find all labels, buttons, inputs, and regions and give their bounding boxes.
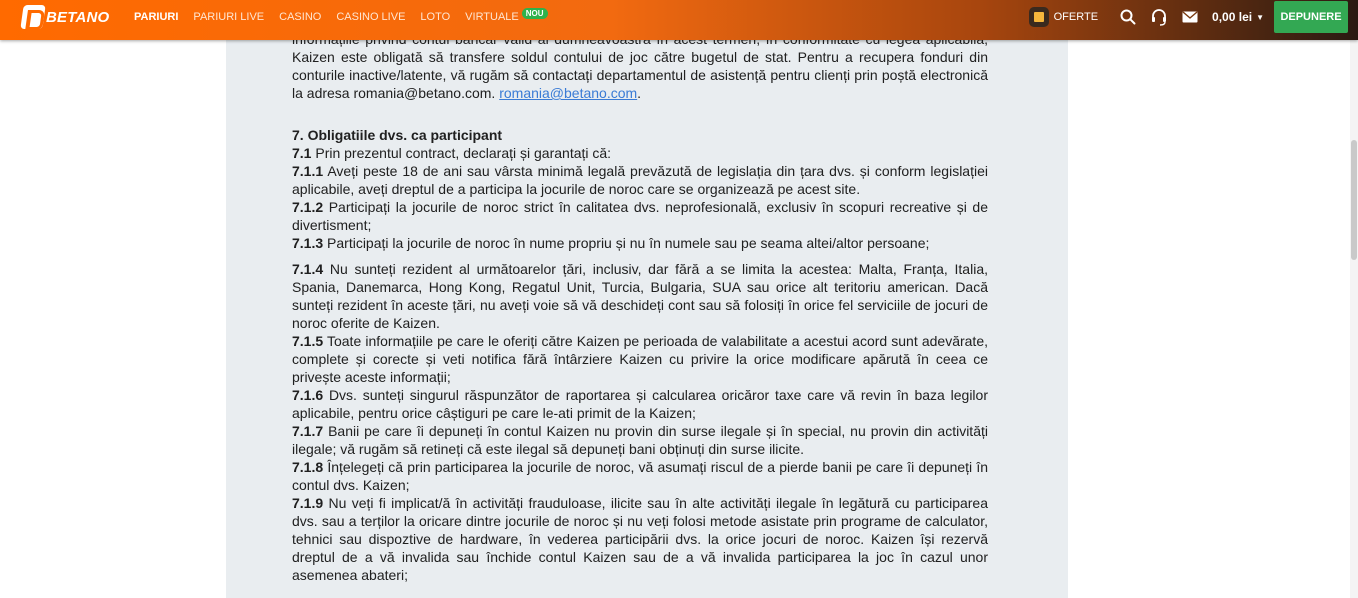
clause-7-1-9 xyxy=(292,494,988,584)
clause-7-1-2 xyxy=(292,198,988,234)
intro-paragraph: Kaizen este obligată să transfere soldul contului de joc către bugetul de stat. Pentru a recupera fonduri din conturile inactive/latente, vă rugăm să contactați departamentul de asistență pentru clienți prin poștă electronică la adresa romania@betano.com. romania@betano.com. xyxy=(292,30,988,102)
top-header xyxy=(0,0,1358,40)
logo-text: BETANO xyxy=(46,8,110,26)
deposit-button[interactable]: DEPUNERE xyxy=(1274,1,1348,33)
clause-number: 7.1.4 xyxy=(292,261,324,277)
mail-icon[interactable] xyxy=(1182,11,1198,23)
nav-casino-live[interactable]: CASINO LIVE xyxy=(336,11,406,23)
email-link[interactable]: romania@betano.com xyxy=(499,85,638,101)
nav-casino[interactable]: CASINO xyxy=(279,11,322,23)
clause-7-1-5 xyxy=(292,332,988,386)
clause-text: Banii pe care îi depuneți în contul Kaizen nu provin din surse ilegale și în special, nu provin din activități ilegale; vă rugăm să retineți că este ilegal să depuneți bani obținuți din surse ilicite. xyxy=(292,423,988,457)
new-badge: NOU xyxy=(522,8,548,19)
nav-pariuri[interactable]: PARIURI xyxy=(134,11,179,23)
clause-text: Nu veți fi implicat/ă în activități frauduloase, ilicite sau în alte activități ilegale în legătură cu participarea dvs. sau a terților la oricare dintre jocurile de noroc și nu veți folosi metode asistate prin programe de calculator, tehnici sau dispoztive de hardware, în vederea participării dvs. la orice jocuri de noroc. Kaizen își rezervă dreptul de a vă invalida sau închide contul Kaizen sau de a vă invalida participarea la joc în cazul unor asemenea abateri; xyxy=(292,495,988,583)
clause-number: 7.1.5 xyxy=(292,333,324,349)
gift-icon xyxy=(1029,7,1049,27)
clause-number: 7.1.6 xyxy=(292,387,324,403)
clause-7-1-8 xyxy=(292,458,988,494)
support-icon[interactable] xyxy=(1150,8,1168,26)
clause-text: Înțelegeți că prin participarea la jocurile de noroc, vă asumați riscul de a pierde banii pe care îi depuneți în contul dvs. Kaizen; xyxy=(292,459,988,493)
clause-7-1 xyxy=(292,144,988,162)
clause-number: 7.1.7 xyxy=(292,423,324,439)
section-title: 7. Obligatiile dvs. ca participant xyxy=(292,127,503,143)
oferte-label: OFERTE xyxy=(1053,11,1099,23)
clause-number: 7.1 xyxy=(292,145,312,161)
clause-number: 7.1.8 xyxy=(292,459,324,475)
chevron-down-icon[interactable]: ▼ xyxy=(1256,12,1264,22)
oferte-button[interactable] xyxy=(1029,7,1098,27)
clause-7-1-3 xyxy=(292,234,988,252)
main-nav xyxy=(134,0,563,34)
clause-text: Participați la jocurile de noroc în nume propriu și nu în numele sau pe seama altei/altor persoane; xyxy=(323,235,930,251)
clause-number: 7.1.3 xyxy=(292,235,324,251)
clause-text: Participați la jocurile de noroc strict în calitatea dvs. neprofesională, exclusiv în scopuri recreative și de divertisment; xyxy=(292,199,988,233)
clause-number: 7.1.1 xyxy=(292,163,324,179)
nav-loto[interactable]: LOTO xyxy=(420,11,451,23)
clause-text: Prin prezentul contract, declarați și garantați că: xyxy=(311,145,612,161)
clause-text: Aveți peste 18 de ani sau vârsta minimă legală prevăzută de legislația din țara dvs. și conform legislației aplicabile, aveți dreptul de a participa la jocurile de noroc care se organizează pe acest site. xyxy=(292,163,988,197)
betano-logo[interactable] xyxy=(22,4,109,30)
clause-number: 7.1.2 xyxy=(292,199,324,215)
intro-text: Kaizen este obligată să transfere soldul contului de joc către bugetul de stat. Pentru a recupera fonduri din conturile inactive/latente, vă rugăm să contactați departamentul de asistență pentru clienți prin poștă electronică la adresa romania@betano.com. xyxy=(292,49,988,101)
clause-7-1-1 xyxy=(292,162,988,198)
clause-7-1-4 xyxy=(292,260,988,332)
clause-7-1-6 xyxy=(292,386,988,422)
nav-pariuri-live[interactable]: PARIURI LIVE xyxy=(193,11,265,23)
scrollbar-thumb[interactable] xyxy=(1351,140,1357,260)
clause-number: 7.1.9 xyxy=(292,495,324,511)
clauses-group-b xyxy=(292,260,988,584)
clause-text: Toate informațiile pe care le oferiți către Kaizen pe perioada de valabilitate a acestui acord sunt adevărate, complete și corecte și veti notifica fără întârziere Kaizen cu privire la orice modificare apărută în ceea ce privește aceste informații; xyxy=(292,333,988,385)
clause-text: Nu sunteți rezident al următoarelor țări, inclusiv, dar fără a se limita la acestea: Malta, Franța, Italia, Spania, Danemarca, Hong Kong, Regatul Unit, Turcia, Bulgaria, SUA sau orice alt teritoriu american. Dacă sunteți rezident în aceste țări, nu aveți voie să vă deschideți cont sau să folosiți în orice fel serviciile de jocuri de noroc oferite de Kaizen. xyxy=(292,261,988,331)
betano-logo-icon xyxy=(20,5,45,29)
search-icon[interactable] xyxy=(1120,9,1136,25)
terms-document xyxy=(292,30,988,584)
nav-virtuale[interactable] xyxy=(465,8,547,23)
clause-7-1-7 xyxy=(292,422,988,458)
account-balance[interactable]: 0,00 lei xyxy=(1212,10,1253,24)
clauses-group-a xyxy=(292,144,988,252)
page-scrollbar[interactable] xyxy=(1350,40,1358,598)
clause-text: Dvs. sunteți singurul răspunzător de raportarea și calcularea oricăror taxe care vă revin în baza legilor aplicabile, pentru orice câștiguri pe care le-ati primit de la Kaizen; xyxy=(292,387,988,421)
nav-virtuale-label: VIRTUALE xyxy=(465,11,519,23)
header-right xyxy=(1029,0,1358,34)
